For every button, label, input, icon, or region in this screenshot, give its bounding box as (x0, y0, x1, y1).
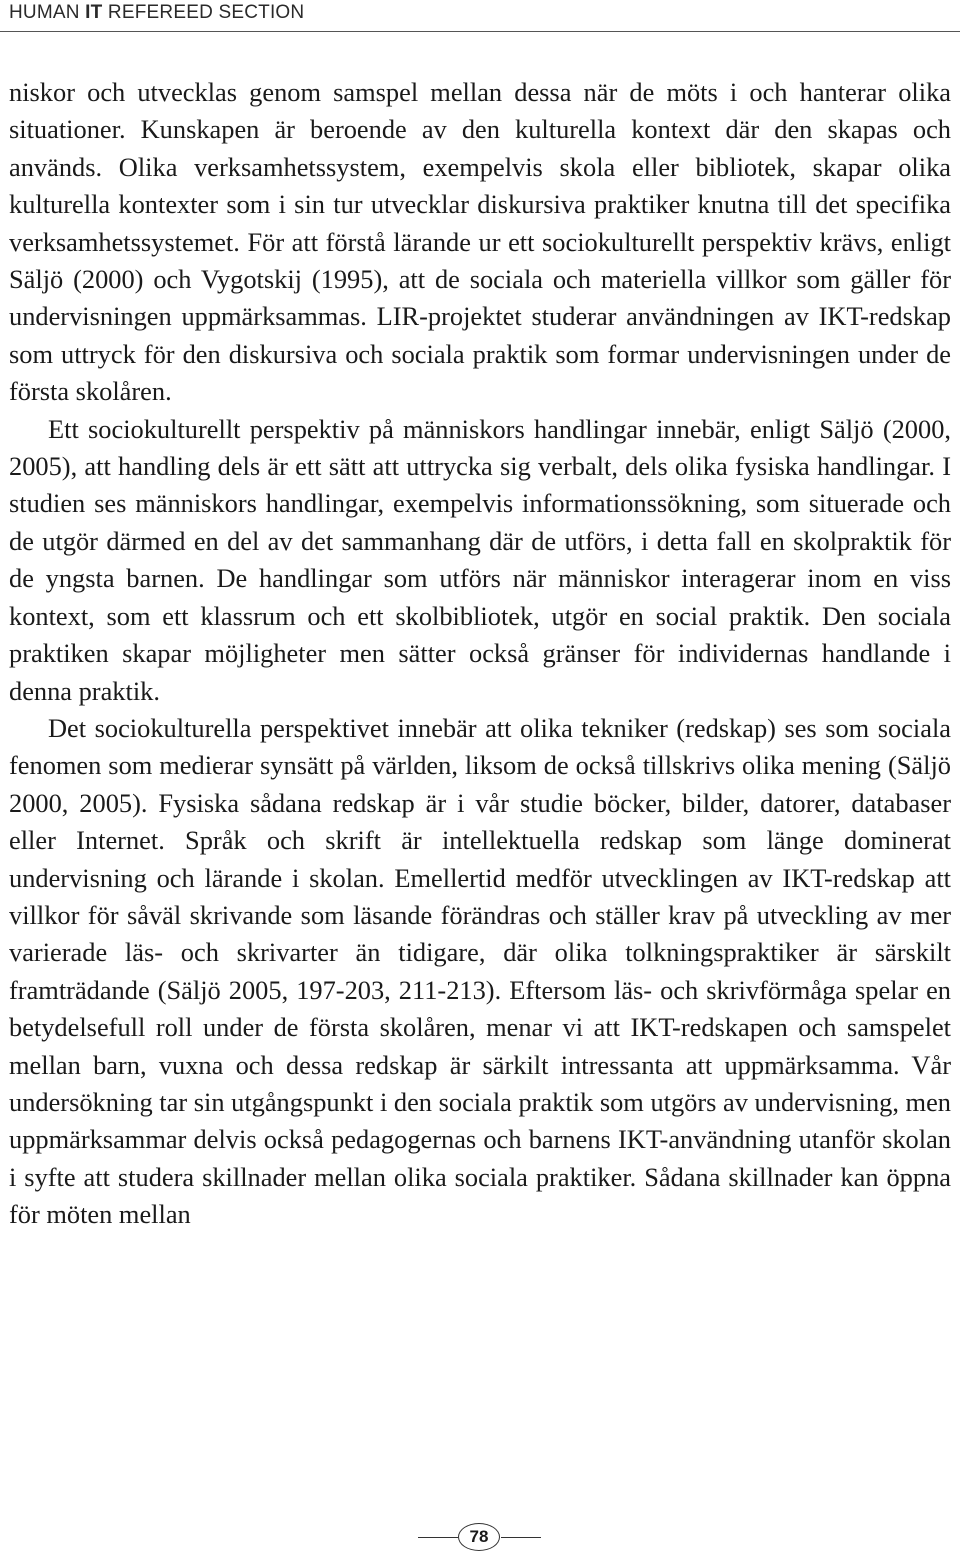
journal-section-title (9, 2, 304, 24)
header-suffix: REFEREED SECTION (102, 2, 305, 23)
paragraph: Det sociokulturella perspektivet innebär att olika tekniker (redskap) ses som sociala fenomen som medierar synsätt på världen, liksom de också tillskrivs olika mening (Säljö 2000, 2005). Fysiska sådana redskap är i vår studie böcker, bilder, datorer, databaser eller Internet. Språk och skrift är intellektuella redskap som länge dominerat undervisning och lärande i skolan. Emellertid medför utvecklingen av IKT-redskap att villkor för såväl skrivande som läsande förändras och ställer krav på utveckling av mer varierade läs- och skrivarter än tidigare, där olika tolkningspraktiker är särskilt framträdande (Säljö 2005, 197-203, 211-213). Eftersom läs- och skrivförmåga spelar en betydelsefull roll under de första skolåren, menar vi att IKT-redskapen och samspelet mellan barn, vuxna och dessa redskap är särkilt intressanta att uppmärksamma. Vår undersökning tar sin utgångspunkt i den sociala praktik som utgörs av undervisning, men uppmärksammar delvis också pedagogernas och barnens IKT-användning utanför skolan i syfte att studera skillnader mellan olika sociala praktiker. Sådana skillnader kan öppna för möten mellan (9, 712, 951, 1230)
paragraph: Ett sociokulturellt perspektiv på människors handlingar innebär, enligt Säljö (2000, 2005), att handling dels är ett sätt att uttrycka sig verbalt, dels olika fysiska handlingar. I studien ses människors handlingar, exempelvis informationssökning, som situerade och de utgör därmed en del av det sammanhang där de utförs, i detta fall en skolpraktik för de yngsta barnen. De handlingar som utförs när människor interagerar inom en viss kontext, som ett klassrum och ett skolbibliotek, utgör en social praktik. Den sociala praktiken skapar möjligheter men sätter också gränser för individernas handlande i denna praktik. (9, 413, 951, 706)
page-number: 78 (458, 1523, 500, 1551)
header-prefix: HUMAN (9, 2, 86, 23)
page-number-rule-left (418, 1537, 458, 1538)
article-body (9, 74, 951, 1234)
header-divider (0, 31, 960, 32)
paragraph: niskor och utvecklas genom samspel mellan dessa när de möts i och hanterar olika situationer. Kunskapen är beroende av den kulturella kontext där den skapas och används. Olika verksamhetssystem, exempelvis skola eller bibliotek, skapar olika kulturella kontexter som i sin tur utvecklar diskursiva praktiker knutna till det specifika verksamhetssystemet. För att förstå lärande ur ett sociokulturellt perspektiv krävs, enligt Säljö (2000) och Vygotskij (1995), att de sociala och materiella villkor som gäller för undervisningen uppmärksammas. LIR-projektet studerar användningen av IKT-redskap som uttryck för den diskursiva och sociala praktik som formar undervisningen under de första skolåren. (9, 77, 951, 407)
running-header (0, 0, 960, 28)
page-footer (0, 1523, 960, 1553)
header-emphasis: IT (85, 2, 103, 23)
page-number-rule-right (501, 1537, 541, 1538)
